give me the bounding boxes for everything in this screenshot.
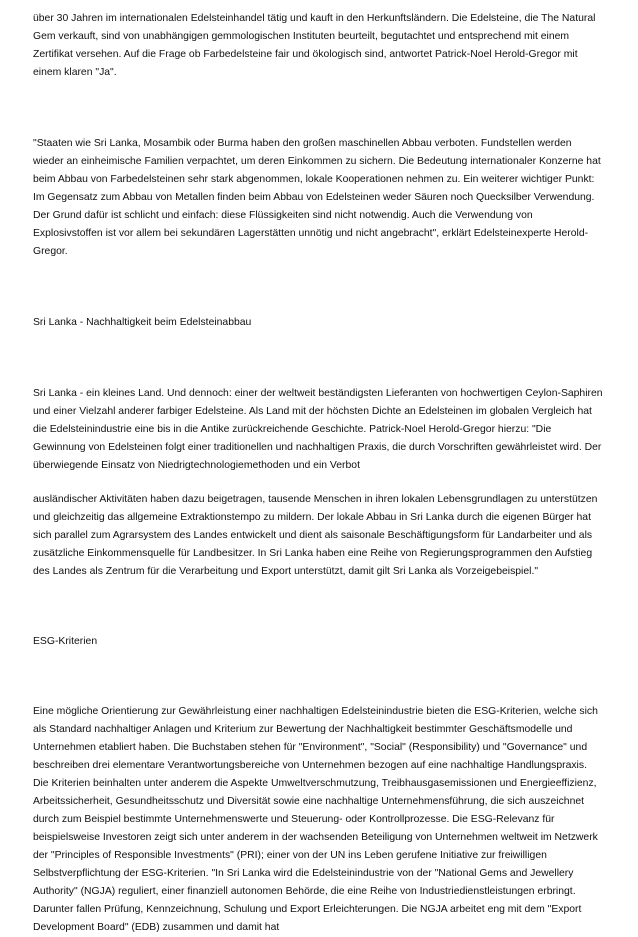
spacer [33, 475, 605, 491]
paragraph-intro: über 30 Jahren im internationalen Edelsteinhandel tätig und kauft in den Herkunftsländern. Die Edelsteine, die The Natural Gem verkauft, sind von unabhängigen gemmologischen Instituten beurteilt, begutachtet und entsprechend mit einem Zertifikat versehen. Auf die Frage ob Farbedelsteine fair und ökologisch sind, antwortet Patrick-Noel Herold-Gregor mit einem klaren "Ja". [33, 13, 596, 78]
paragraph-sri-lanka-continued: ausländischer Aktivitäten haben dazu beigetragen, tausende Menschen in ihren lokalen Lebensgrundlagen zu unterstützen und gleichzeitig das allgemeine Extraktionstempo zu mildern. Der lokale Abbau in Sri Lanka durch die eigenen Bürger hat sich parallel zum Agrarsystem des Landes entwickelt und dient als saisonale Beschäftigungsform für Landarbeiter und als zusätzliche Einkommensquelle für Landbesitzer. In Sri Lanka haben eine Reihe von Regierungsprogrammen den Aufstieg des Landes als Zentrum für die Verarbeitung und Export unterstützt, damit gilt Sri Lanka als Vorzeigebeispiel." [33, 494, 598, 577]
paragraph-sri-lanka: Sri Lanka - ein kleines Land. Und dennoch: einer der weltweit beständigsten Lieferanten von hochwertigen Ceylon-Saphiren und einer Vielzahl anderer farbiger Edelsteine. Als Land mit der höchsten Dichte an Edelsteinen im globalen Vergleich hat die Edelsteinindustrie eine bis in die Antike zurückreichende Geschichte. Patrick-Noel Herold-Gregor hierzu: "Die Gewinnung von Edelsteinen folgt einer traditionellen und nachhaltigen Praxis, die durch Vorschriften gewährleistet wird. Der überwiegende Einsatz von Niedrigtechnologiemethoden und ein Verbot [33, 388, 603, 471]
section-heading-esg: ESG-Kriterien [33, 636, 98, 647]
spacer [33, 581, 605, 633]
section-heading-sri-lanka: Sri Lanka - Nachhaltigkeit beim Edelsteinabbau [33, 317, 252, 328]
paragraph-quote-mining: "Staaten wie Sri Lanka, Mosambik oder Burma haben den großen maschinellen Abbau verboten. Fundstellen werden wieder an einheimische Familien verpachtet, um deren Einkommen zu sichern. Die Bedeutung internationaler Konzerne hat beim Abbau von Farbedelsteinen sehr stark abgenommen, lokale Kooperationen nehmen zu. Ein weiterer wichtiger Punkt: Im Gegensatz zum Abbau von Metallen finden beim Abbau von Edelsteinen weder Säuren noch Quecksilber Verwendung. Der Grund dafür ist schlicht und einfach: diese Flüssigkeiten sind nicht notwendig. Auch die Verwendung von Explosivstoffen ist vor allem bei sekundären Lagerstätten unnötig und nicht angebracht", erklärt Edelsteinexperte Herold-Gregor. [33, 138, 601, 257]
document-page [33, 10, 605, 937]
spacer [33, 651, 605, 703]
spacer [33, 261, 605, 314]
paragraph-esg: Eine mögliche Orientierung zur Gewährleistung einer nachhaltigen Edelsteinindustrie bieten die ESG-Kriterien, welche sich als Standard nachhaltiger Anlagen und Kriterium zur Bewertung der Nachhaltigkeit bestimmter Geschäftsmodelle und Unternehmen etabliert haben. Die Buchstaben stehen für "Environment", "Social" (Responsibility) und "Governance" und beschreiben drei elementare Verantwortungsbereiche von Unternehmen bezogen auf eine nachhaltige Handlungspraxis. Die Kriterien beinhalten unter anderem die Aspekte Umweltverschmutzung, Treibhausgasemissionen und Energieeffizienz, Arbeitssicherheit, Gesundheitsschutz und Diversität sowie eine nachhaltige Unternehmensführung, die sich auszeichnet durch zum Beispiel bestimmte Unternehmenswerte und Steuerung- oder Kontrollprozesse. Die ESG-Relevanz für beispielsweise Investoren zeigt sich unter anderem in der wachsenden Beteiligung von Unternehmen weltweit im Netzwerk der "Principles of Responsible Investments" (PRI); einer von der UN ins Leben gerufene Initiative zur freiwilligen Selbstverpflichtung der ESG-Kriterien. "In Sri Lanka wird die Edelsteinindustrie von der "National Gems and Jewellery Authority" (NGJA) reguliert, einer finanziell autonomen Behörde, die eine Reihe von Industriedienstleistungen erbringt. Darunter fallen Prüfung, Kennzeichnung, Schulung und Export Erleichterungen. Die NGJA arbeitet eng mit dem "Export Development Board" (EDB) zusammen und damit hat [33, 706, 598, 933]
spacer [33, 332, 605, 385]
spacer [33, 82, 605, 135]
